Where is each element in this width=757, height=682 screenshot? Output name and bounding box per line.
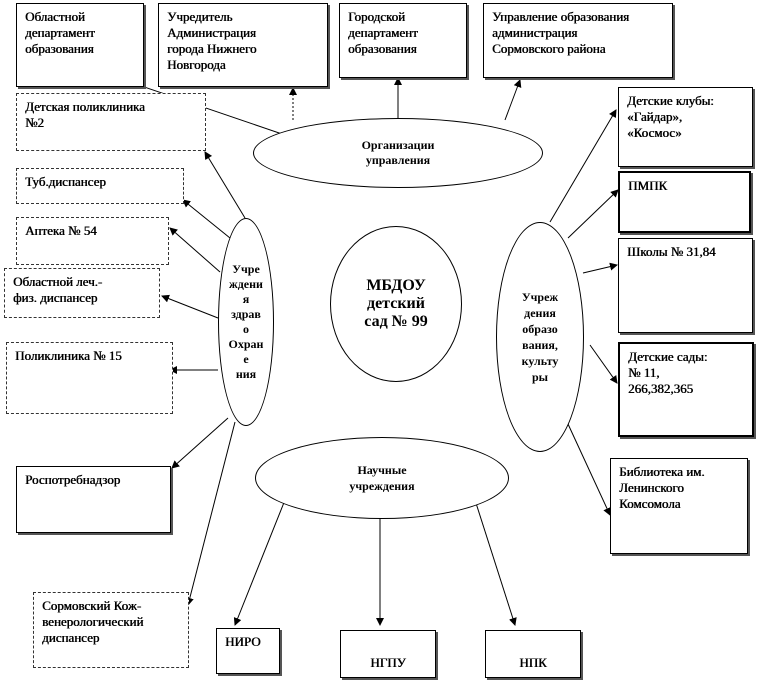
pmpk-label: ПМПК [628,178,668,193]
npk-box [485,630,581,678]
founder-administration-box [158,3,328,87]
management-organizations-label: Организации управления [361,138,435,167]
kindergartens-box [618,342,754,437]
center-kindergarten-label: МБДОУ детский сад № 99 [364,277,428,330]
polyclinic-15-label: Поликлиника № 15 [15,348,122,363]
education-culture-institutions-label: Учреж дения образо вания, культу ры [521,290,559,384]
skin-venereal-dispensary-box [33,592,189,668]
district-education-admin-label: Управление образования администрация Сормовского района [492,9,630,56]
niro-label: НИРО [225,634,261,649]
city-education-dept-box [339,3,467,78]
rospotrebnadzor-box [16,466,171,533]
pharmacy-label: Аптека № 54 [25,223,97,238]
niro-box [216,628,280,674]
founder-administration-label: Учредитель Администрация города Нижнего Новгорода [167,9,257,72]
district-education-admin-box [483,3,673,78]
polyclinic-15-box [6,342,173,414]
rospotrebnadzor-label: Роспотребнадзор [25,472,121,487]
scientific-institutions-label: Научные учреждения [349,463,415,493]
library-label: Библиотека им. Ленинского Комсомола [619,464,705,511]
ngpu-label: НГПУ [370,655,406,670]
healthcare-institutions-node [218,218,274,426]
kindergartens-label: Детские сады: № 11, 266,382,365 [628,349,708,396]
management-organizations-node [253,118,543,188]
tb-dispensary-box [16,168,184,204]
ngpu-box [340,630,436,678]
schools-box [618,238,753,333]
library-box [610,458,748,554]
healthcare-institutions-label: Учре ждени я здрав о Охран е ния [228,262,264,381]
pmpk-box [618,171,751,233]
npk-label: НПК [519,655,547,670]
skin-venereal-dispensary-label: Сормовский Кож- венерологический диспансер [42,598,144,645]
childrens-polyclinic-label: Детская поликлиника №2 [25,99,145,130]
regional-physio-dispensary-box [4,268,160,318]
scientific-institutions-node [255,437,509,519]
center-kindergarten-node [330,226,462,382]
tb-dispensary-label: Туб.диспансер [25,174,106,189]
regional-education-dept-label: Областной департамент образования [25,9,95,56]
schools-label: Школы № 31,84 [627,244,716,259]
education-culture-institutions-node [496,222,584,452]
pharmacy-box [16,217,169,265]
regional-physio-dispensary-label: Областной леч.- физ. диспансер [13,274,103,305]
regional-education-dept-box [16,3,144,87]
childrens-clubs-box [618,87,753,167]
childrens-clubs-label: Детские клубы: «Гайдар», «Космос» [627,93,714,140]
city-education-dept-label: Городской департамент образования [348,9,418,56]
childrens-polyclinic-box [16,93,206,151]
